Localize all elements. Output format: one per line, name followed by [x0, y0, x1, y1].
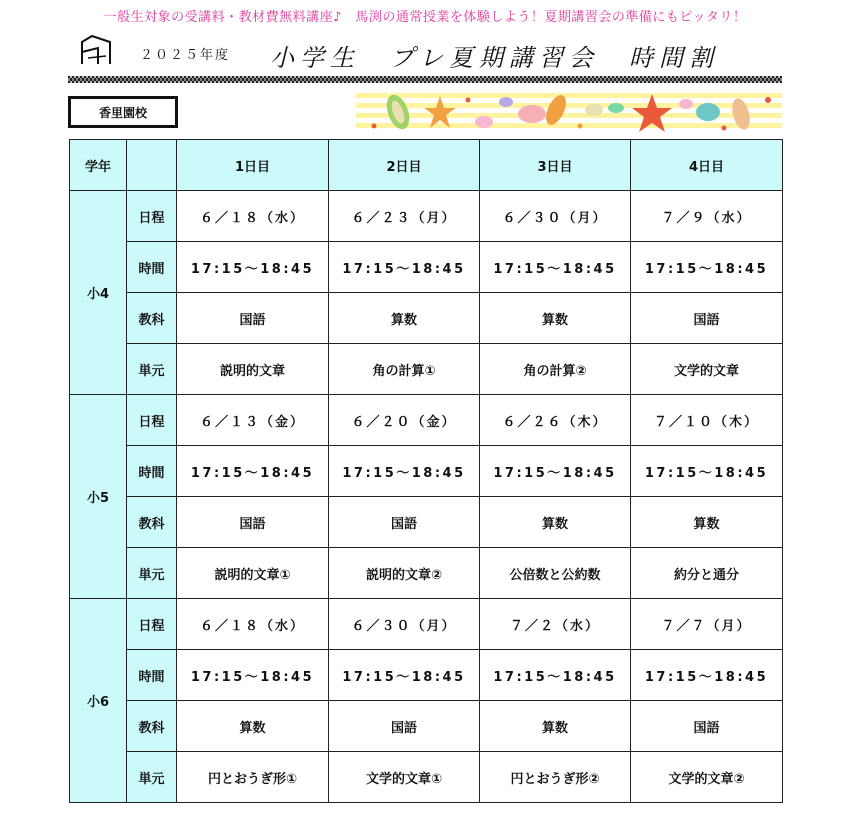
time-cell: 17:15～18:45 — [631, 650, 783, 701]
time-cell: 17:15～18:45 — [329, 242, 480, 293]
date-cell: ６／２０（金） — [329, 395, 480, 446]
table-row — [70, 293, 783, 344]
header-divider — [68, 76, 782, 83]
row-label: 時間 — [127, 242, 177, 293]
table-row — [70, 344, 783, 395]
table-row — [70, 599, 783, 650]
day-header: 3日目 — [480, 140, 631, 191]
grade-cell: 小5 — [70, 395, 127, 599]
time-cell: 17:15～18:45 — [480, 650, 631, 701]
day-header: 4日目 — [631, 140, 783, 191]
time-cell: 17:15～18:45 — [480, 242, 631, 293]
subject-cell: 国語 — [631, 293, 783, 344]
day-header: 1日目 — [177, 140, 329, 191]
unit-cell: 説明的文章 — [177, 344, 329, 395]
year-label: ２０２５年度 — [140, 48, 231, 63]
row-label: 教科 — [127, 293, 177, 344]
time-cell: 17:15～18:45 — [177, 446, 329, 497]
grade-cell: 小6 — [70, 599, 127, 803]
date-cell: ６／３０（月） — [329, 599, 480, 650]
date-cell: ７／１０（木） — [631, 395, 783, 446]
page-title: 小学生 プレ夏期講習会 時間割 — [270, 44, 720, 72]
seashell-decoration-icon — [356, 90, 782, 135]
time-cell: 17:15～18:45 — [631, 242, 783, 293]
grade-cell: 小4 — [70, 191, 127, 395]
row-label: 時間 — [127, 446, 177, 497]
mabuchi-logo-icon — [78, 34, 114, 68]
table-row — [70, 752, 783, 803]
subject-cell: 算数 — [177, 701, 329, 752]
row-label: 教科 — [127, 497, 177, 548]
subject-cell: 算数 — [480, 293, 631, 344]
date-cell: ６／１８（水） — [177, 191, 329, 242]
subject-cell: 国語 — [177, 497, 329, 548]
time-cell: 17:15～18:45 — [480, 446, 631, 497]
date-cell: ７／２（水） — [480, 599, 631, 650]
subject-cell: 国語 — [329, 701, 480, 752]
table-row — [70, 446, 783, 497]
promo-banner: 一般生対象の受講料・教材費無料講座♪ 馬渕の通常授業を体験しよう！夏期講習会の準備にもピッタリ！ — [103, 10, 747, 25]
time-cell: 17:15～18:45 — [177, 242, 329, 293]
unit-cell: 円とおうぎ形① — [177, 752, 329, 803]
unit-cell: 説明的文章② — [329, 548, 480, 599]
school-name-box: 香里園校 — [68, 96, 178, 128]
unit-cell: 円とおうぎ形② — [480, 752, 631, 803]
unit-cell: 文学的文章 — [631, 344, 783, 395]
unit-cell: 角の計算② — [480, 344, 631, 395]
table-row — [70, 242, 783, 293]
row-label: 時間 — [127, 650, 177, 701]
row-label: 単元 — [127, 344, 177, 395]
unit-cell: 角の計算① — [329, 344, 480, 395]
unit-cell: 公倍数と公約数 — [480, 548, 631, 599]
time-cell: 17:15～18:45 — [631, 446, 783, 497]
time-cell: 17:15～18:45 — [329, 446, 480, 497]
subject-cell: 算数 — [480, 497, 631, 548]
table-header-row — [70, 140, 783, 191]
subject-cell: 国語 — [177, 293, 329, 344]
subject-cell: 算数 — [480, 701, 631, 752]
table-row — [70, 497, 783, 548]
date-cell: ７／９（水） — [631, 191, 783, 242]
time-cell: 17:15～18:45 — [329, 650, 480, 701]
time-cell: 17:15～18:45 — [177, 650, 329, 701]
row-label: 日程 — [127, 599, 177, 650]
table-row — [70, 395, 783, 446]
row-label: 単元 — [127, 752, 177, 803]
row-label: 単元 — [127, 548, 177, 599]
date-cell: ７／７（月） — [631, 599, 783, 650]
row-label: 教科 — [127, 701, 177, 752]
row-label: 日程 — [127, 395, 177, 446]
row-label: 日程 — [127, 191, 177, 242]
table-row — [70, 650, 783, 701]
date-cell: ６／１３（金） — [177, 395, 329, 446]
table-row — [70, 191, 783, 242]
date-cell: ６／３０（月） — [480, 191, 631, 242]
subject-cell: 算数 — [329, 293, 480, 344]
date-cell: ６／２６（木） — [480, 395, 631, 446]
subject-cell: 国語 — [631, 701, 783, 752]
unit-cell: 約分と通分 — [631, 548, 783, 599]
table-row — [70, 701, 783, 752]
date-cell: ６／２３（月） — [329, 191, 480, 242]
schedule-table — [69, 139, 783, 803]
unit-cell: 文学的文章① — [329, 752, 480, 803]
unit-cell: 文学的文章② — [631, 752, 783, 803]
table-row — [70, 548, 783, 599]
label-column-header — [127, 140, 177, 191]
subject-cell: 算数 — [631, 497, 783, 548]
subject-cell: 国語 — [329, 497, 480, 548]
date-cell: ６／１８（水） — [177, 599, 329, 650]
unit-cell: 説明的文章① — [177, 548, 329, 599]
day-header: 2日目 — [329, 140, 480, 191]
grade-column-header: 学年 — [70, 140, 127, 191]
